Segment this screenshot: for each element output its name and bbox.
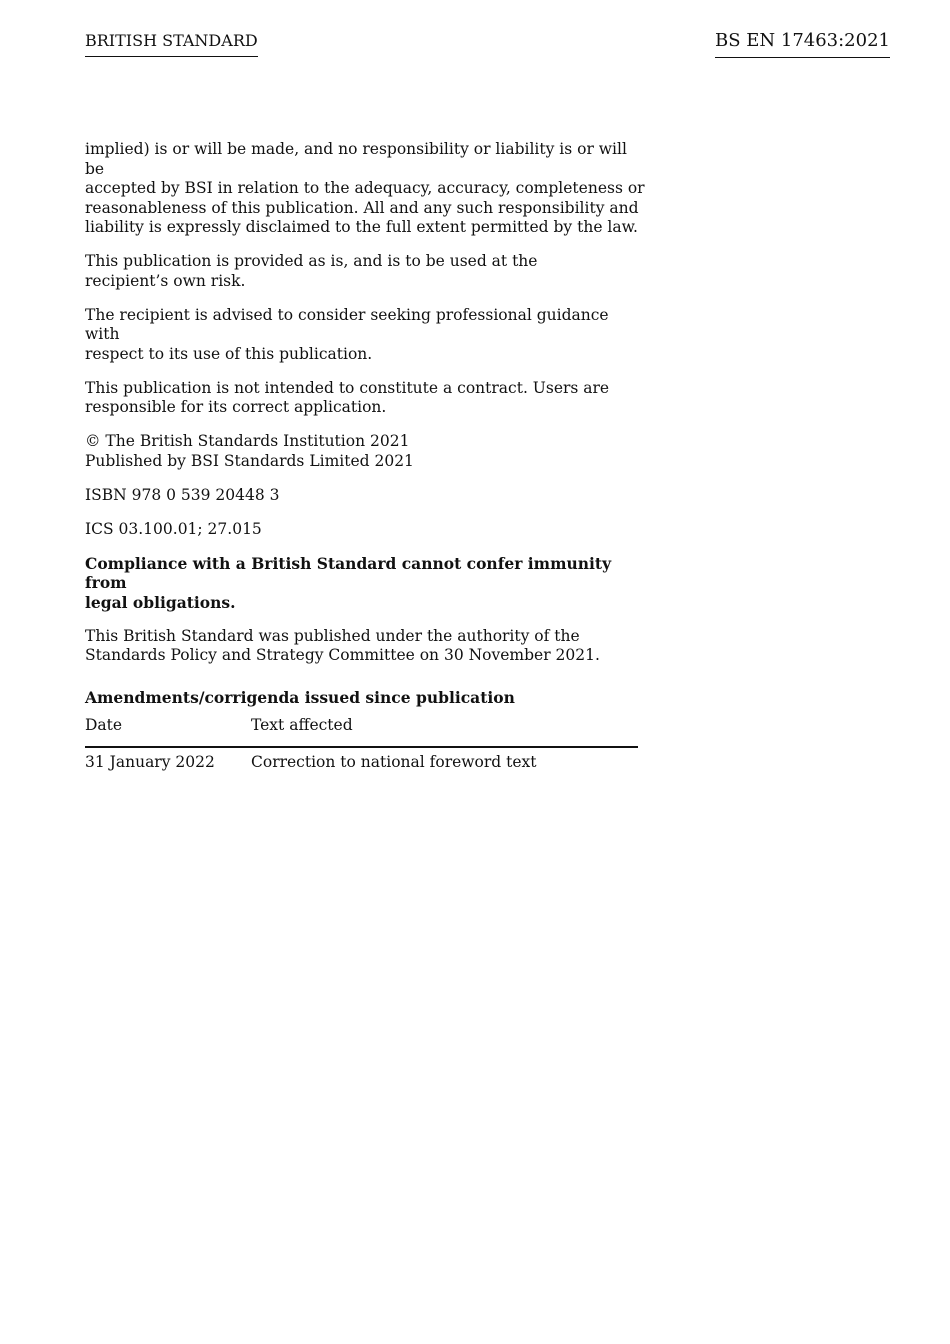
text-line: recipient’s own risk. bbox=[85, 271, 246, 290]
text-line: © The British Standards Institution 2021 bbox=[85, 432, 410, 450]
text-line: This British Standard was published under the authority of the bbox=[85, 626, 580, 645]
isbn: ISBN 978 0 539 20448 3 bbox=[85, 485, 280, 504]
as-is-paragraph bbox=[85, 252, 645, 291]
amendment-text: Correction to national foreword text bbox=[251, 752, 537, 771]
disclaimer-paragraph bbox=[85, 140, 645, 238]
table-header-row bbox=[85, 716, 638, 747]
text-line: liability is expressly disclaimed to the full extent permitted by the law. bbox=[85, 218, 638, 236]
header-standard-type: BRITISH STANDARD bbox=[85, 30, 258, 57]
text-line: Published by BSI Standards Limited 2021 bbox=[85, 451, 414, 470]
ics-codes: ICS 03.100.01; 27.015 bbox=[85, 519, 262, 538]
text-line: Standards Policy and Strategy Committee on 30 November 2021. bbox=[85, 646, 600, 664]
column-header-text-affected: Text affected bbox=[251, 716, 638, 747]
text-line: implied) is or will be made, and no responsibility or liability is or will be bbox=[85, 140, 627, 178]
compliance-notice bbox=[85, 554, 645, 613]
header-standard-number: BS EN 17463:2021 bbox=[715, 30, 890, 58]
guidance-paragraph bbox=[85, 306, 645, 365]
amendments-table bbox=[85, 716, 638, 772]
document-body bbox=[85, 140, 645, 772]
authority-paragraph bbox=[85, 627, 645, 666]
amendment-date: 31 January 2022 bbox=[85, 752, 215, 771]
copyright-paragraph bbox=[85, 432, 645, 471]
text-line: The recipient is advised to consider seeking professional guidance with bbox=[85, 305, 609, 343]
text-line: legal obligations. bbox=[85, 592, 236, 612]
text-line: accepted by BSI in relation to the adequacy, accuracy, completeness or bbox=[85, 179, 645, 197]
text-line: reasonableness of this publication. All and any such responsibility and bbox=[85, 198, 639, 217]
amendments-title: Amendments/corrigenda issued since publication bbox=[85, 687, 515, 707]
text-line: This publication is provided as is, and is to be used at the bbox=[85, 252, 538, 270]
text-line: Compliance with a British Standard cannot confer immunity from bbox=[85, 553, 612, 592]
table-row bbox=[85, 747, 638, 773]
text-line: This publication is not intended to constitute a contract. Users are bbox=[85, 378, 610, 397]
contract-paragraph bbox=[85, 379, 645, 418]
column-header-date: Date bbox=[85, 716, 251, 747]
text-line: respect to its use of this publication. bbox=[85, 344, 373, 363]
text-line: responsible for its correct application. bbox=[85, 398, 387, 416]
